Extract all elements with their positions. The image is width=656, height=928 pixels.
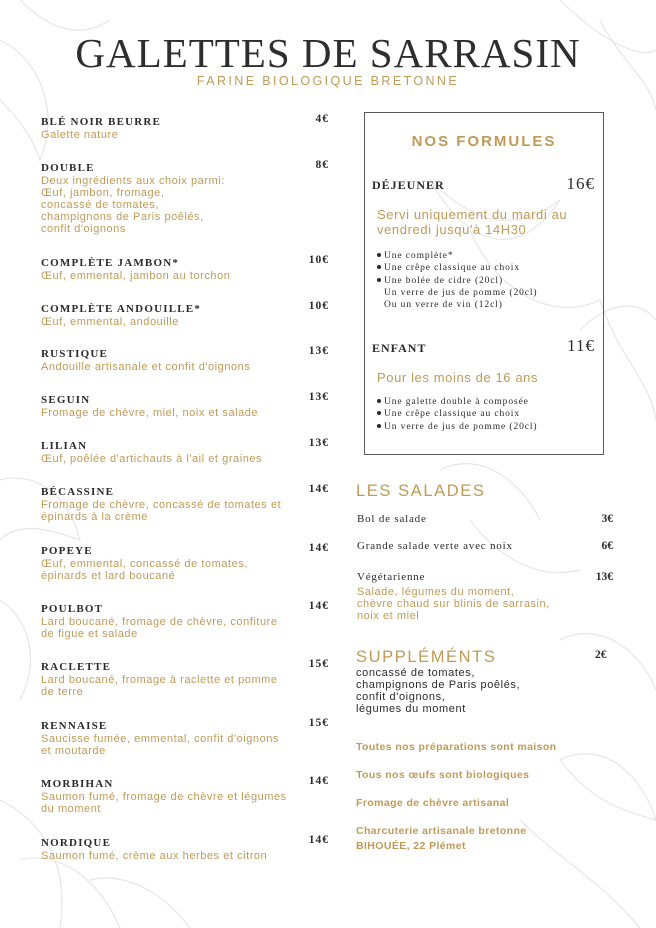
- item-price: 6€: [601, 540, 613, 552]
- item-description: Œuf, poêlée d'artichauts à l'ail et graines: [41, 453, 263, 465]
- salade-item: [357, 513, 613, 525]
- item-description: Saumon fumé, crème aux herbes et citron: [41, 850, 268, 862]
- salade-item: [357, 540, 613, 552]
- formule-item: Une galette double à composée: [377, 396, 601, 408]
- formule-enfant-items: [377, 396, 601, 433]
- bullet-icon: [377, 411, 381, 415]
- menu-item: [41, 483, 329, 523]
- formule-item: Une complète*: [377, 250, 601, 262]
- item-name: MORBIHAN: [41, 778, 114, 790]
- item-name: SEGUIN: [41, 394, 91, 406]
- item-name: RACLETTE: [41, 661, 112, 673]
- note-charcuterie: Charcuterie artisanale bretonne BIHOUÉE, 22 Plémet: [356, 825, 527, 852]
- item-description: Saumon fumé, fromage de chèvre et légumes du moment: [41, 791, 287, 815]
- supplements-price: 2€: [595, 649, 607, 661]
- item-price: 13€: [595, 571, 613, 583]
- bullet-icon: [377, 399, 381, 403]
- formule-enfant-price: 11€: [567, 336, 595, 355]
- item-name: POULBOT: [41, 603, 104, 615]
- item-description: Fromage de chèvre, concassé de tomates et épinards à la crème: [41, 499, 282, 523]
- item-name: POPEYE: [41, 545, 93, 557]
- item-price: 13€: [308, 437, 329, 449]
- formule-enfant-name: ENFANT: [372, 341, 427, 355]
- item-description: Salade, légumes du moment, chèvre chaud sur blinis de sarrasin, noix et miel: [357, 586, 550, 622]
- note-chevre: Fromage de chèvre artisanal: [356, 797, 510, 809]
- formule-item: Une crêpe classique au choix: [377, 408, 601, 420]
- menu-item: [41, 834, 329, 862]
- bullet-icon: [377, 265, 381, 269]
- formule-enfant-note: Pour les moins de 16 ans: [377, 370, 539, 385]
- formule-dejeuner-items: [377, 250, 601, 311]
- item-name: RENNAISE: [41, 720, 108, 732]
- item-price: 14€: [308, 542, 329, 554]
- item-price: 3€: [601, 513, 613, 525]
- supplements-description: concassé de tomates, champignons de Paris poêlés, confit d'oignons, légumes du moment: [356, 667, 521, 715]
- item-price: 13€: [308, 391, 329, 403]
- item-price: 15€: [308, 658, 329, 670]
- note-oeufs: Tous nos œufs sont biologiques: [356, 769, 530, 781]
- item-price: 15€: [308, 717, 329, 729]
- note-maison: Toutes nos préparations sont maison: [356, 741, 557, 753]
- item-name: NORDIQUE: [41, 837, 112, 849]
- supplements-heading: SUPPLÉMÉNTS: [356, 648, 497, 666]
- formule-dejeuner-name: DÉJEUNER: [372, 178, 445, 192]
- formule-item: Un verre de jus de pomme (20cl): [377, 421, 601, 433]
- formule-item: Une crêpe classique au choix: [377, 262, 601, 274]
- bullet-icon: [377, 424, 381, 428]
- item-description: Fromage de chèvre, miel, noix et salade: [41, 407, 259, 419]
- item-name: Bol de salade: [357, 513, 427, 525]
- salades-heading: LES SALADES: [356, 482, 486, 500]
- item-name: COMPLÈTE ANDOUILLE*: [41, 303, 202, 315]
- menu-subtitle: FARINE BIOLOGIQUE BRETONNE: [196, 74, 460, 88]
- item-name: LILIAN: [41, 440, 88, 452]
- item-name: Grande salade verte avec noix: [357, 540, 513, 552]
- item-price: 13€: [308, 345, 329, 357]
- item-price: 14€: [308, 483, 329, 495]
- formules-box: [364, 112, 604, 455]
- menu-item: [41, 600, 329, 640]
- item-price: 14€: [308, 834, 329, 846]
- formule-dejeuner-note: Servi uniquement du mardi au vendredi jusqu'à 14H30: [377, 207, 568, 237]
- formules-title: NOS FORMULES: [411, 133, 557, 150]
- item-price: 10€: [308, 300, 329, 312]
- item-price: 14€: [308, 775, 329, 787]
- bullet-icon: [377, 253, 381, 257]
- item-description: Deux ingrédients aux choix parmi: Œuf, jambon, fromage, concassé de tomates, champignons de Paris poêlés, confit d'oignons: [41, 175, 225, 235]
- item-description: Lard boucané, fromage de chèvre, confiture de figue et salade: [41, 616, 278, 640]
- formule-item: Une bolée de cidre (20cl): [377, 275, 601, 287]
- bullet-icon: [377, 278, 381, 282]
- menu-item: [41, 437, 329, 465]
- item-name: DOUBLE: [41, 162, 95, 174]
- item-description: Œuf, emmental, concassé de tomates, épinards et lard boucané: [41, 558, 248, 582]
- item-price: 8€: [315, 159, 329, 171]
- item-description: Œuf, emmental, jambon au torchon: [41, 270, 231, 282]
- item-description: Saucisse fumée, emmental, confit d'oignons et moutarde: [41, 733, 279, 757]
- item-name: BLÉ NOIR BEURRE: [41, 116, 162, 128]
- item-description: Lard boucané, fromage à raclette et pomme de terre: [41, 674, 278, 698]
- item-price: 4€: [315, 113, 329, 125]
- menu-item: [41, 113, 329, 141]
- item-description: Andouille artisanale et confit d'oignons: [41, 361, 251, 373]
- item-description: Galette nature: [41, 129, 119, 141]
- item-price: 14€: [308, 600, 329, 612]
- menu-item: [41, 717, 329, 757]
- formule-item: Un verre de jus de pomme (20cl): [384, 287, 538, 298]
- menu-item: [41, 254, 329, 282]
- item-description: Œuf, emmental, andouille: [41, 316, 179, 328]
- menu-item: [41, 345, 329, 373]
- item-name: Végétarienne: [357, 571, 426, 583]
- item-price: 10€: [308, 254, 329, 266]
- menu-item: [41, 775, 329, 815]
- menu-item: [41, 658, 329, 698]
- menu-title: GALETTES DE SARRASIN: [75, 30, 581, 76]
- item-name: COMPLÈTE JAMBON*: [41, 257, 180, 269]
- item-name: RUSTIQUE: [41, 348, 109, 360]
- item-name: BÉCASSINE: [41, 486, 115, 498]
- formule-dejeuner-price: 16€: [566, 174, 595, 193]
- menu-item: [41, 300, 329, 328]
- menu-item: [41, 542, 329, 582]
- salade-item: [357, 571, 613, 622]
- formule-item: Ou un verre de vin (12cl): [384, 300, 503, 311]
- menu-item: [41, 159, 329, 235]
- menu-item: [41, 391, 329, 419]
